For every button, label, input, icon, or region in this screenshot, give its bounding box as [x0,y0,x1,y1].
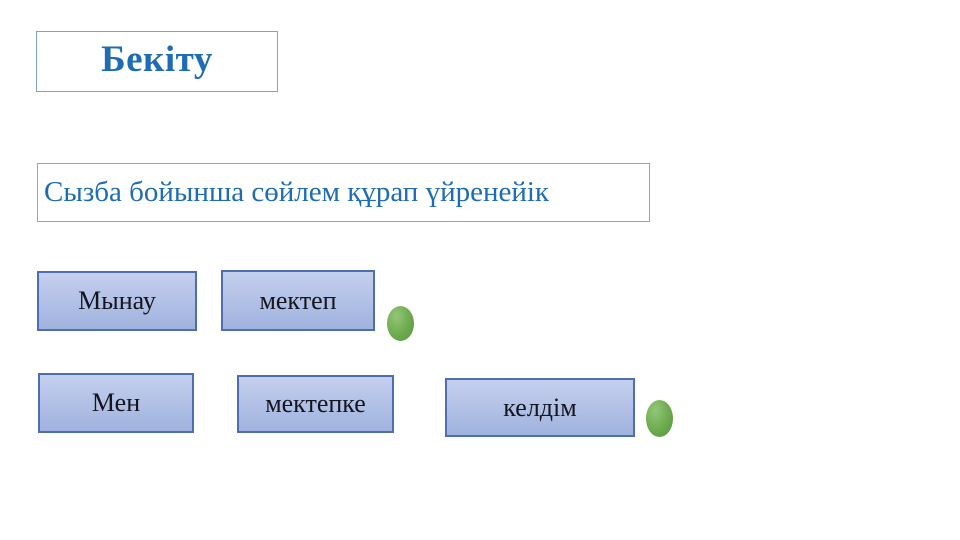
green-oval-icon [646,400,673,437]
word-tile: келдім [445,378,635,437]
word-tile: Мен [38,373,194,433]
objective-box [37,163,650,222]
word-tile: мектеп [221,270,375,331]
lesson-objective-text: Сызба бойынша сөйлем құрап үйренейік [44,176,550,208]
green-oval-icon [387,306,414,341]
word-tile: Мынау [37,271,197,331]
slide-title: Бекіту [101,39,213,80]
title-box [36,31,278,92]
word-tile: мектепке [237,375,394,433]
